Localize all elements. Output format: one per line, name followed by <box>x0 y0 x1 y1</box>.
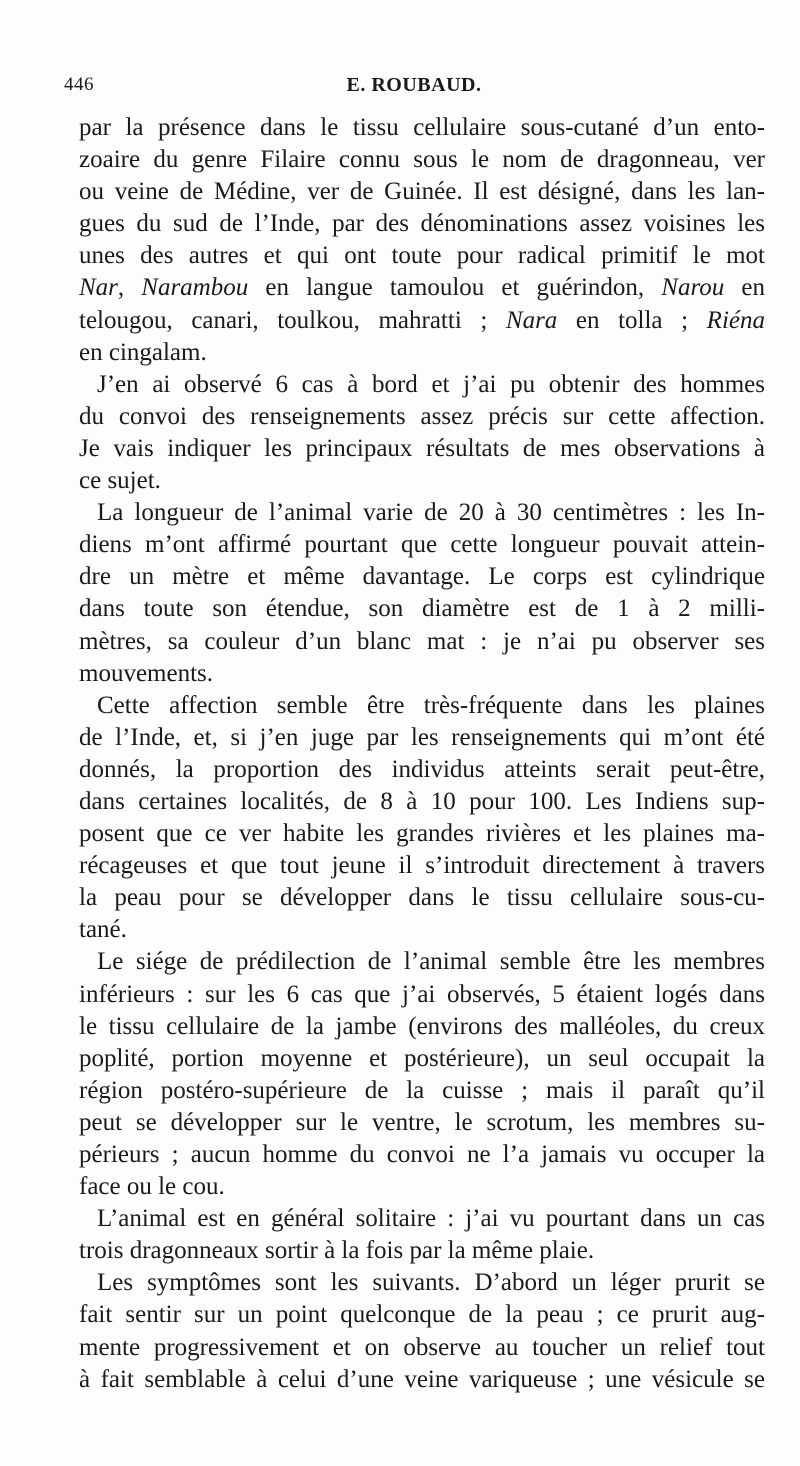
text-line: gues du sud de l’Inde, par des dénominations assez voisines les <box>79 210 765 238</box>
text-line: J’en ai observé 6 cas à bord et j’ai pu obtenir des hommes <box>97 370 765 398</box>
text-line: par la présence dans le tissu cellulaire sous-cutané d’un ento- <box>79 114 765 141</box>
running-head <box>64 74 764 104</box>
text-line: Les symptômes sont les suivants. D’abord un léger prurit se <box>97 1269 765 1297</box>
text-line: tané. <box>79 916 127 944</box>
text-line: Cette affection semble être très-fréquente dans les plaines <box>97 691 765 719</box>
text-line: Je vais indiquer les principaux résultats de mes observations à <box>79 434 765 462</box>
text-line: La longueur de l’animal varie de 20 à 30 centimètres : les In- <box>97 499 765 527</box>
text-line: le tissu cellulaire de la jambe (environs des malléoles, du creux <box>79 1012 765 1040</box>
italic-term: Nar <box>79 274 118 302</box>
italic-term: Riéna <box>706 306 765 334</box>
text-line: trois dragonneaux sortir à la fois par la même plaie. <box>79 1237 595 1265</box>
text-line: mouvements. <box>79 659 214 687</box>
text-line: posent que ce ver habite les grandes rivières et les plaines ma- <box>79 820 765 848</box>
text-span: en langue tamoulou et guérindon, <box>248 274 662 302</box>
text-line: dans certaines localités, de 8 à 10 pour 100. Les Indiens sup- <box>79 787 765 815</box>
text-line: périeurs ; aucun homme du convoi ne l’a jamais vu occuper la <box>79 1141 765 1168</box>
text-line: mente progressivement et on observe au toucher un relief tout <box>79 1333 765 1361</box>
text-span: , <box>117 274 142 302</box>
text-line <box>79 305 765 337</box>
text-line: ce sujet. <box>79 467 161 495</box>
text-line: inférieurs : sur les 6 cas que j’ai observés, 5 étaient logés dans <box>79 980 765 1008</box>
text-line: ou veine de Médine, ver de Guinée. Il est désigné, dans les lan- <box>79 178 765 206</box>
italic-term: Nara <box>505 306 558 334</box>
text-span: telougou, canari, toulkou, mahratti ; <box>79 306 506 334</box>
text-line: dre un mètre et même davantage. Le corps est cylindrique <box>79 563 765 591</box>
text-line: unes des autres et qui ont toute pour radical primitif le mot <box>79 242 765 270</box>
text-line: du convoi des renseignements assez précis sur cette affection. <box>79 402 765 430</box>
text-line: en cingalam. <box>79 338 207 366</box>
italic-term: Narambou <box>141 274 249 302</box>
text-line: la peau pour se développer dans le tissu cellulaire sous-cu- <box>79 884 765 912</box>
text-line: Le siége de prédilection de l’animal semble être les membres <box>97 948 765 976</box>
text-line: fait sentir sur un point quelconque de la peau ; ce prurit aug- <box>79 1301 765 1329</box>
text-line: dans toute son étendue, son diamètre est de 1 à 2 milli- <box>79 595 765 623</box>
italic-term: Narou <box>661 274 725 302</box>
text-span: en <box>724 274 765 302</box>
text-line: zoaire du genre Filaire connu sous le nom de dragonneau, ver <box>79 146 765 174</box>
text-line: poplité, portion moyenne et postérieure), un seul occupait la <box>79 1044 765 1072</box>
text-line: L’animal est en général solitaire : j’ai vu pourtant dans un cas <box>97 1205 765 1233</box>
text-line: diens m’ont affirmé pourtant que cette longueur pouvait attein- <box>79 531 765 559</box>
text-line: donnés, la proportion des individus atteints serait peut-être, <box>79 755 765 783</box>
body-text <box>79 112 765 1396</box>
text-line: mètres, sa couleur d’un blanc mat : je n’ai pu observer ses <box>79 627 765 655</box>
text-line: région postéro-supérieure de la cuisse ; mais il paraît qu’il <box>79 1076 765 1104</box>
text-line: récageuses et que tout jeune il s’introduit directement à travers <box>79 852 765 880</box>
text-line: de l’Inde, et, si j’en juge par les renseignements qui m’ont été <box>79 723 765 751</box>
text-line <box>79 272 765 304</box>
text-line: peut se développer sur le ventre, le scrotum, les membres su- <box>79 1108 765 1136</box>
text-line: face ou le cou. <box>79 1173 225 1201</box>
running-head-author: E. ROUBAUD. <box>346 74 482 96</box>
text-line: à fait semblable à celui d’une veine variqueuse ; une vésicule se <box>79 1365 765 1393</box>
text-span: en tolla ; <box>557 306 707 334</box>
page-number: 446 <box>64 74 94 95</box>
